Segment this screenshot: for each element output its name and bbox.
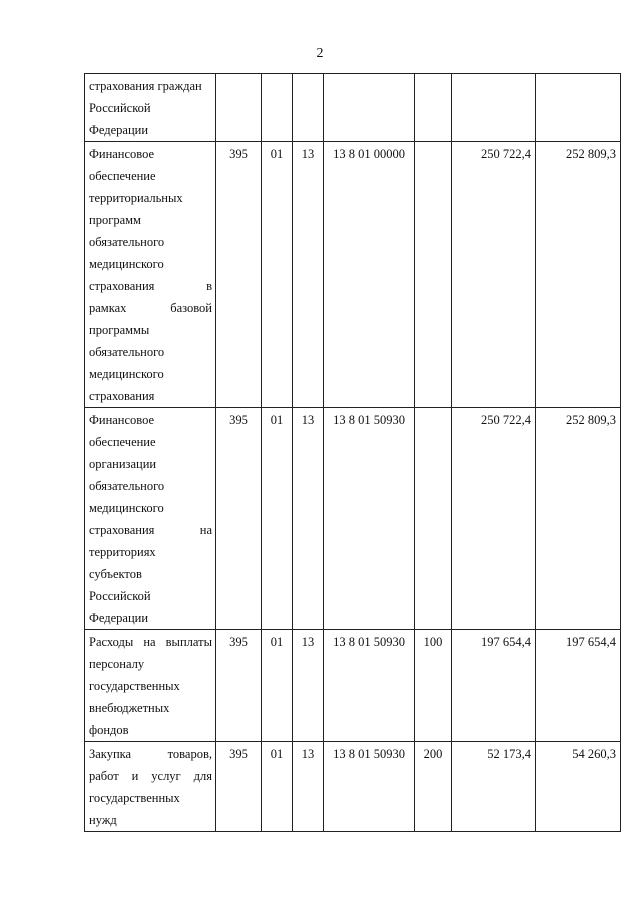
item-name-line: внебюджетных — [89, 701, 170, 715]
budget-table-body — [85, 74, 621, 832]
budget-table — [84, 73, 621, 832]
item-name-cell — [85, 74, 216, 142]
item-name-word: на — [143, 635, 156, 649]
item-name-line: государственных — [89, 679, 180, 693]
expense-type-code-cell — [415, 142, 452, 408]
expense-type-code-cell — [415, 74, 452, 142]
subsection-code-cell: 13 — [293, 142, 324, 408]
expense-type-code-cell: 200 — [415, 742, 452, 832]
target-item-code-cell: 13 8 01 50930 — [324, 742, 415, 832]
item-name-line — [89, 743, 212, 765]
item-name-line: государственных — [89, 791, 180, 805]
item-name-word: услуг — [151, 769, 181, 783]
table-row — [85, 74, 621, 142]
item-name-line — [89, 631, 212, 653]
admin-code-cell: 395 — [216, 408, 262, 630]
item-name-word: Закупка — [89, 747, 132, 761]
item-name-word: выплаты — [165, 635, 212, 649]
target-item-code-cell: 13 8 01 50930 — [324, 630, 415, 742]
item-name-line — [89, 765, 212, 787]
subsection-code-cell: 13 — [293, 742, 324, 832]
item-name-line: Федерации — [89, 611, 149, 625]
item-name-line: обязательного — [89, 479, 165, 493]
amount-year2-cell: 197 654,4 — [536, 630, 621, 742]
item-name-word: товаров, — [167, 747, 212, 761]
amount-year2-cell — [536, 74, 621, 142]
table-row — [85, 742, 621, 832]
section-code-cell: 01 — [262, 142, 293, 408]
admin-code-cell: 395 — [216, 142, 262, 408]
table-row — [85, 142, 621, 408]
section-code-cell: 01 — [262, 742, 293, 832]
target-item-code-cell: 13 8 01 50930 — [324, 408, 415, 630]
item-name-word: и — [131, 769, 139, 783]
item-name-word: базовой — [170, 301, 212, 315]
subsection-code-cell: 13 — [293, 630, 324, 742]
item-name-line: Финансовое — [89, 413, 155, 427]
admin-code-cell: 395 — [216, 742, 262, 832]
item-name-word: в — [206, 279, 212, 293]
admin-code-cell: 395 — [216, 630, 262, 742]
item-name-word: на — [199, 523, 212, 537]
subsection-code-cell: 13 — [293, 408, 324, 630]
item-name-line: медицинского — [89, 501, 164, 515]
item-name-line: субъектов — [89, 567, 142, 581]
subsection-code-cell — [293, 74, 324, 142]
section-code-cell — [262, 74, 293, 142]
item-name-line: организации — [89, 457, 157, 471]
amount-year1-cell: 52 173,4 — [452, 742, 536, 832]
item-name-line: программ — [89, 213, 141, 227]
item-name-cell — [85, 142, 216, 408]
item-name-line — [89, 519, 212, 541]
item-name-word: Расходы — [89, 635, 134, 649]
amount-year2-cell: 252 809,3 — [536, 408, 621, 630]
expense-type-code-cell — [415, 408, 452, 630]
section-code-cell: 01 — [262, 408, 293, 630]
item-name-line: обязательного — [89, 235, 165, 249]
item-name-line: программы — [89, 323, 150, 337]
item-name-line: медицинского — [89, 257, 164, 271]
item-name-word: рамках — [89, 301, 127, 315]
amount-year1-cell — [452, 74, 536, 142]
item-name-cell — [85, 742, 216, 832]
item-name-word: работ — [89, 769, 119, 783]
item-name-line — [89, 275, 212, 297]
item-name-line: территориальных — [89, 191, 183, 205]
target-item-code-cell: 13 8 01 00000 — [324, 142, 415, 408]
admin-code-cell — [216, 74, 262, 142]
amount-year2-cell: 54 260,3 — [536, 742, 621, 832]
item-name-line: страхования граждан — [89, 79, 202, 93]
item-name-line: страхования — [89, 389, 155, 403]
amount-year1-cell: 197 654,4 — [452, 630, 536, 742]
table-row — [85, 630, 621, 742]
item-name-line: Российской — [89, 101, 151, 115]
section-code-cell: 01 — [262, 630, 293, 742]
item-name-line: обеспечение — [89, 169, 156, 183]
amount-year1-cell: 250 722,4 — [452, 142, 536, 408]
table-row — [85, 408, 621, 630]
item-name-line: нужд — [89, 813, 117, 827]
item-name-word: для — [193, 769, 212, 783]
item-name-cell — [85, 408, 216, 630]
item-name-line: медицинского — [89, 367, 164, 381]
amount-year2-cell: 252 809,3 — [536, 142, 621, 408]
item-name-line: обеспечение — [89, 435, 156, 449]
item-name-cell — [85, 630, 216, 742]
expense-type-code-cell: 100 — [415, 630, 452, 742]
target-item-code-cell — [324, 74, 415, 142]
item-name-line: Федерации — [89, 123, 149, 137]
item-name-line: Финансовое — [89, 147, 155, 161]
item-name-line — [89, 297, 212, 319]
item-name-line: фондов — [89, 723, 129, 737]
item-name-line: обязательного — [89, 345, 165, 359]
amount-year1-cell: 250 722,4 — [452, 408, 536, 630]
item-name-line: персоналу — [89, 657, 145, 671]
item-name-line: территориях — [89, 545, 156, 559]
item-name-line: Российской — [89, 589, 151, 603]
item-name-word: страхования — [89, 523, 155, 537]
item-name-word: страхования — [89, 279, 155, 293]
page-number: 2 — [316, 46, 324, 61]
